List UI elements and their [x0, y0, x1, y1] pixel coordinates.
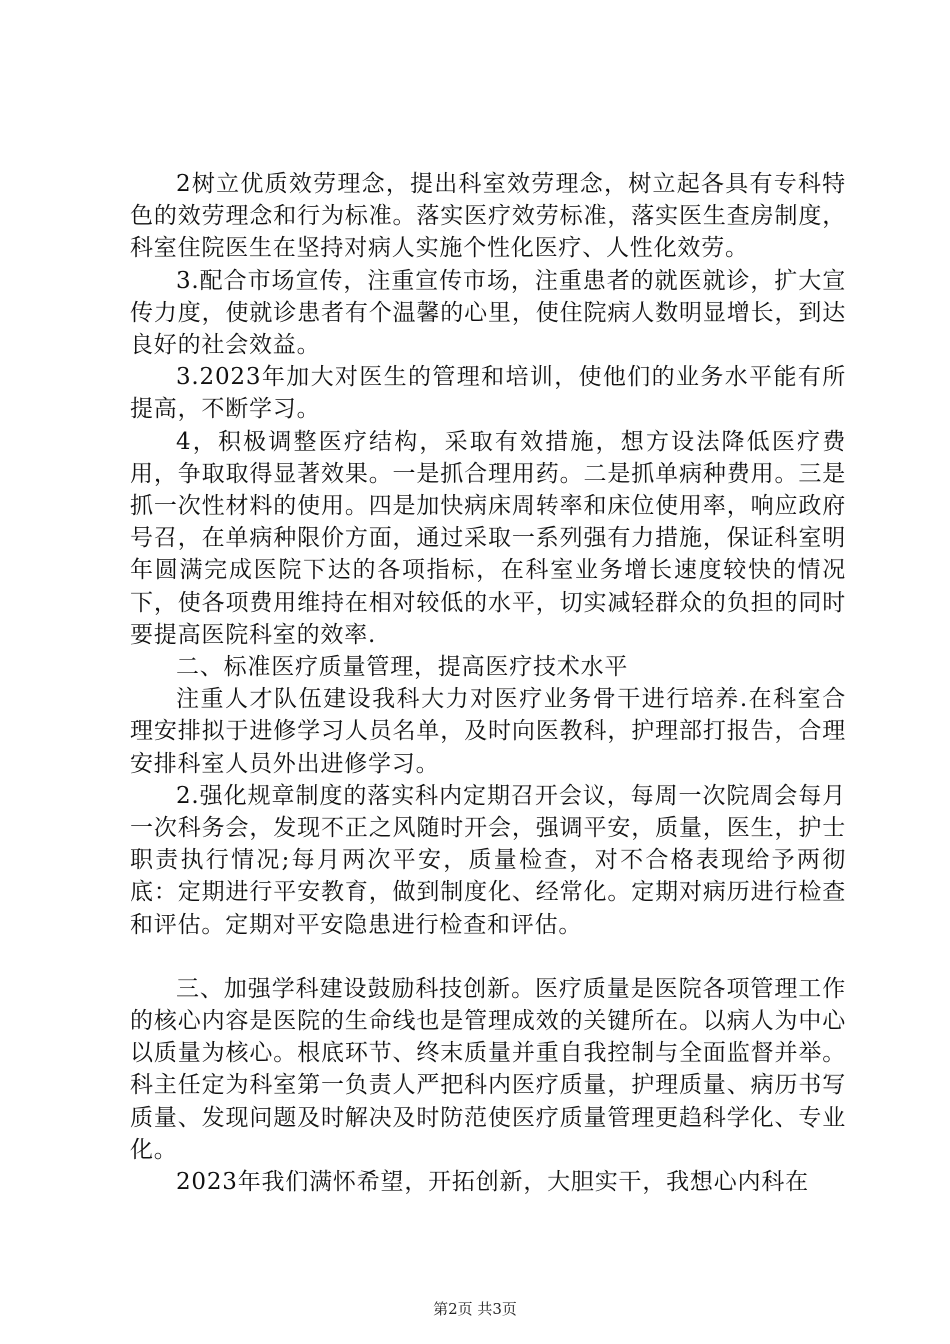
paragraph-outlook: 2023年我们满怀希望，开拓创新，大胆实干，我想心内科在 [176, 1169, 809, 1196]
paragraph-doctor-training: 3.2023年加大对医生的管理和培训，使他们的业务水平能有所提高，不断学习。 [130, 364, 846, 423]
page-footer: 第2页 共3页 [433, 1300, 517, 1318]
paragraph-discipline-building: 三、加强学科建设鼓励科技创新。医疗质量是医院各项管理工作的核心内容是医院的生命线也是管理成效的关键所在。以病人为中心以质量为核心。根底环节、终末质量并重自我控制与全面监督并举。科主任定为科室第一负责人严把科内医疗质量，护理质量、病历书写质量、发现问题及时解决及时防范使医疗质量管理更趋科学化、专业化。 [130, 975, 846, 1163]
section-heading-quality: 二、标准医疗质量管理，提高医疗技术水平 [176, 654, 629, 681]
paragraph-cost-control: 4，积极调整医疗结构，采取有效措施，想方设法降低医疗费用，争取取得显著效果。一是抓合理用药。二是抓单病种费用。三是抓一次性材料的使用。四是加快病床周转率和床位使用率，响应政府号召，在单病种限价方面，通过采取一系列强有力措施，保证科室明年圆满完成医院下达的各项指标，在科室业务增长速度较快的情况下，使各项费用维持在相对较低的水平，切实减轻群众的负担的同时要提高医院科室的效率. [130, 428, 846, 648]
paragraph-market-promotion: 3.配合市场宣传，注重宣传市场，注重患者的就医就诊，扩大宣传力度，使就诊患者有个温馨的心里，使住院病人数明显增长，到达良好的社会效益。 [130, 267, 846, 359]
paragraph-talent-training: 注重人才队伍建设我科大力对医疗业务骨干进行培养.在科室合理安排拟于进修学习人员名单，及时向医教科，护理部打报告，合理安排科室人员外出进修学习。 [130, 686, 846, 777]
document-body [130, 168, 846, 1198]
paragraph-service-philosophy: 2树立优质效劳理念，提出科室效劳理念，树立起各具有专科特色的效劳理念和行为标准。落实医疗效劳标准，落实医生查房制度，科室住院医生在坚持对病人实施个性化医疗、人性化效劳。 [130, 171, 846, 262]
paragraph-regulations: 2.强化规章制度的落实科内定期召开会议，每周一次院周会每月一次科务会，发现不正之风随时开会，强调平安，质量，医生，护士职责执行情况;每月两次平安，质量检查，对不合格表现给予两彻底：定期进行平安教育，做到制度化、经常化。定期对病历进行检查和评估。定期对平安隐患进行检查和评估。 [130, 782, 846, 938]
